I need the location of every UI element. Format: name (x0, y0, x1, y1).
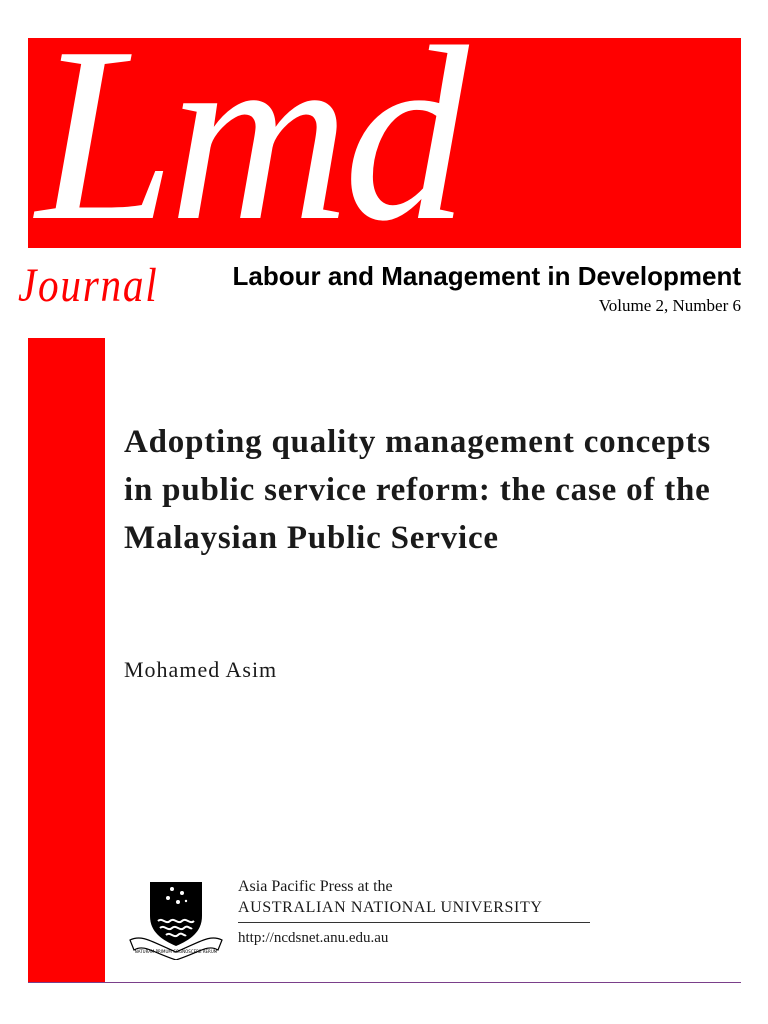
series-title: Labour and Management in Development (232, 261, 741, 291)
volume-number: Volume 2, Number 6 (598, 296, 741, 315)
publisher-url[interactable]: http://ncdsnet.anu.edu.au (238, 930, 389, 946)
publisher-block (238, 879, 590, 946)
logo-band (28, 38, 741, 248)
author-name: Mohamed Asim (124, 657, 278, 682)
press-line-2: AUSTRALIAN NATIONAL UNIVERSITY (238, 899, 543, 916)
anu-crest-icon (128, 880, 224, 960)
article-title: Adopting quality management concepts in public service reform: the case of the Malaysian Public Service (124, 424, 712, 556)
lmd-logo: Lmd (36, 38, 463, 248)
red-side-bar (28, 338, 105, 983)
publisher-rule (238, 922, 590, 923)
svg-text:NATURAM PRIMUM COGNOSCERE RERU: NATURAM PRIMUM COGNOSCERE RERUM (134, 949, 218, 954)
bottom-rule (28, 982, 741, 983)
journal-word: Journal (18, 259, 159, 312)
press-line-1: Asia Pacific Press at the (238, 878, 393, 895)
